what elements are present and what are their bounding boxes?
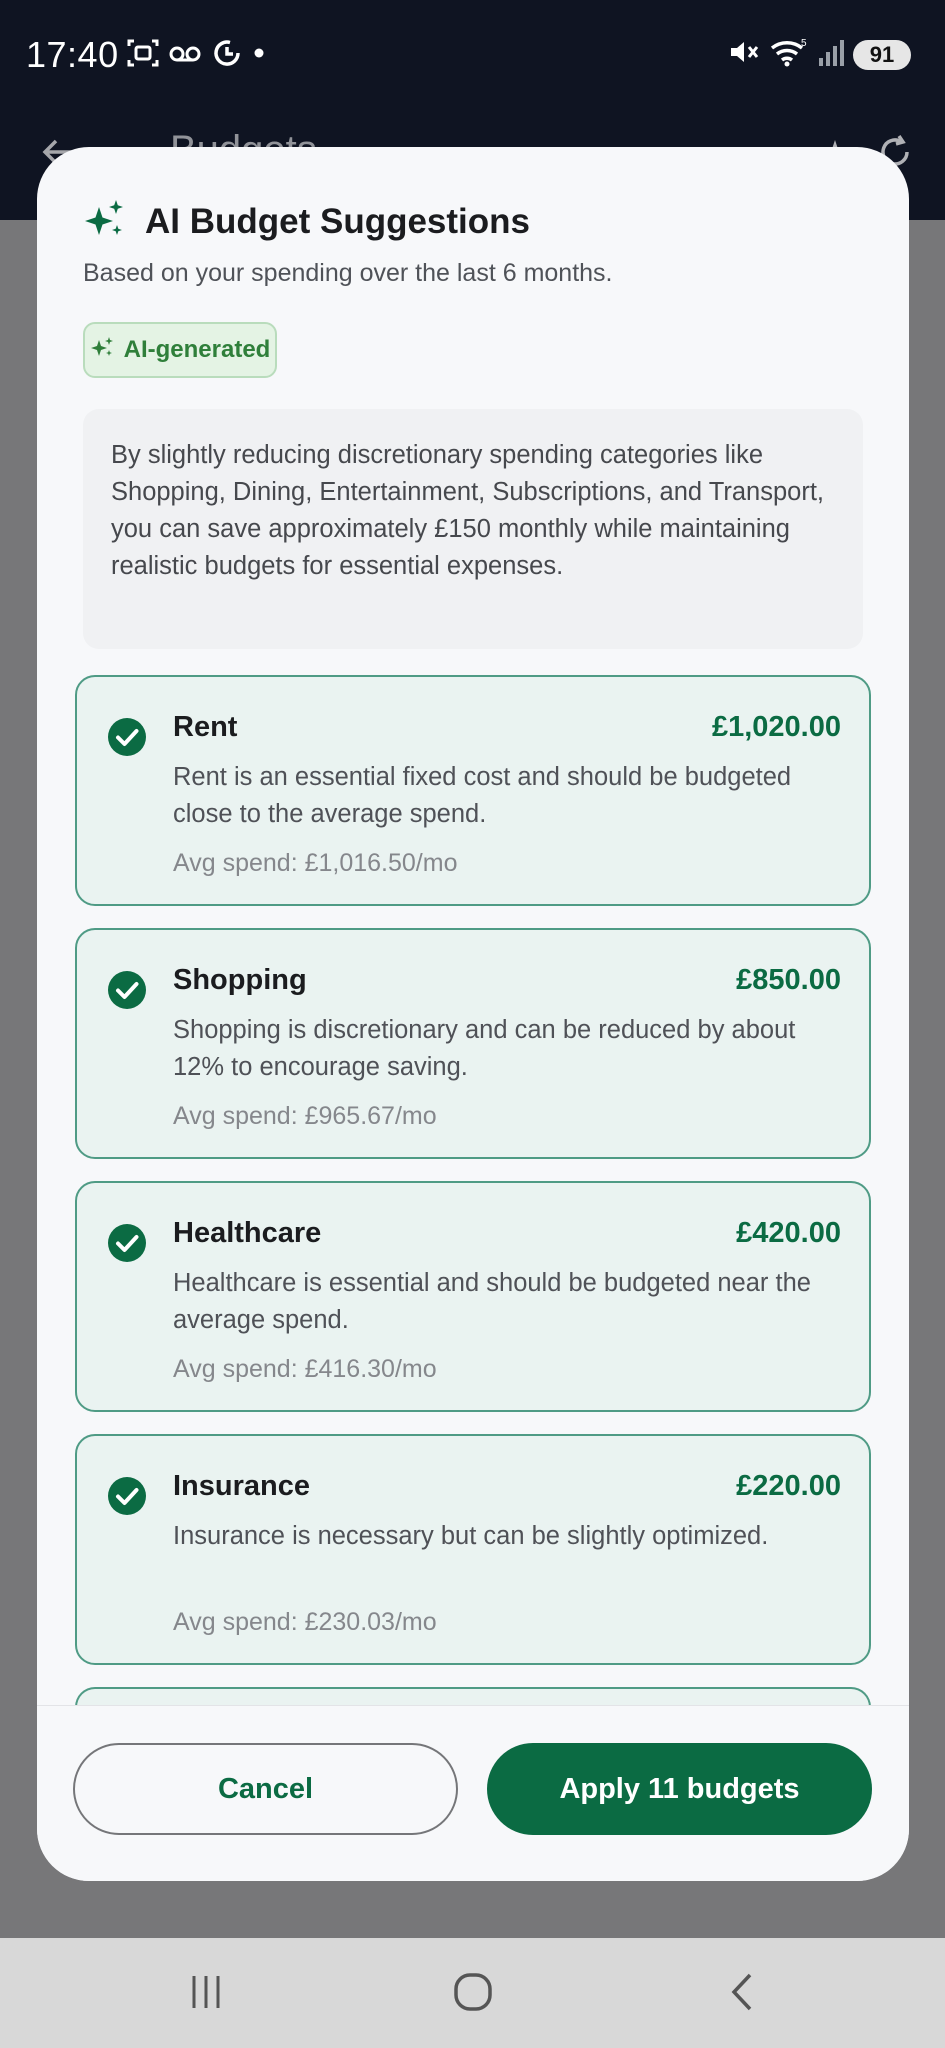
card-avg-spend: Avg spend: £965.67/mo	[173, 1102, 437, 1130]
card-avg-spend: Avg spend: £416.30/mo	[173, 1355, 437, 1383]
screenshot-icon	[126, 37, 160, 74]
svg-text:5: 5	[801, 38, 807, 49]
suggestion-card-shopping[interactable]	[75, 928, 871, 1159]
sparkle-icon	[90, 335, 114, 366]
back-icon[interactable]	[722, 1970, 762, 2019]
check-circle-icon[interactable]	[107, 717, 147, 762]
check-circle-icon[interactable]	[107, 1223, 147, 1268]
ai-generated-chip	[83, 322, 277, 378]
card-avg-spend: Avg spend: £230.03/mo	[173, 1608, 437, 1636]
sheet-subtitle: Based on your spending over the last 6 months.	[83, 259, 613, 287]
card-budget-amount: £420.00	[736, 1217, 841, 1249]
navigation-bar	[0, 1938, 945, 2048]
ai-chip-label: AI-generated	[123, 336, 271, 363]
sheet-footer	[37, 1705, 909, 1881]
status-time: 17:40	[26, 34, 119, 75]
sheet-title: AI Budget Suggestions	[145, 201, 530, 241]
card-category-name: Insurance	[173, 1470, 310, 1502]
sheet-header	[83, 197, 530, 246]
voicemail-icon	[168, 37, 202, 74]
wifi-icon	[769, 36, 809, 73]
check-circle-icon[interactable]	[107, 1476, 147, 1521]
suggestion-card-insurance[interactable]	[75, 1434, 871, 1665]
battery-indicator: 91	[853, 40, 911, 70]
suggestion-card-rent[interactable]	[75, 675, 871, 906]
mute-icon	[727, 36, 761, 73]
card-description: Insurance is necessary but can be slightly optimized.	[173, 1522, 769, 1550]
status-right-icons	[727, 36, 911, 73]
apply-budgets-button[interactable]: Apply 11 budgets	[487, 1743, 872, 1835]
recents-icon[interactable]	[186, 1972, 226, 2017]
card-category-name: Healthcare	[173, 1217, 322, 1249]
status-left-icons	[126, 36, 266, 75]
card-description: Rent is an essential fixed cost and should be budgeted close to the average spend.	[173, 763, 792, 828]
cancel-button[interactable]: Cancel	[73, 1743, 458, 1835]
summary-text: By slightly reducing discretionary spending categories like Shopping, Dining, Entertainment, Subscriptions, and Transport, you can save approximately £150 monthly while maintaining realistic budgets for essential expenses.	[83, 409, 863, 649]
card-category-name: Shopping	[173, 964, 307, 996]
signal-icon	[817, 36, 845, 73]
suggestion-card-healthcare[interactable]	[75, 1181, 871, 1412]
card-category-name: Rent	[173, 711, 238, 743]
home-icon[interactable]	[451, 1970, 495, 2019]
card-description: Healthcare is essential and should be budgeted near the average spend.	[173, 1269, 811, 1334]
ai-suggestions-sheet	[37, 147, 909, 1881]
card-budget-amount: £850.00	[736, 964, 841, 996]
check-circle-icon[interactable]	[107, 970, 147, 1015]
status-bar	[0, 0, 945, 110]
sparkle-icon	[83, 197, 127, 246]
card-budget-amount: £1,020.00	[711, 711, 841, 743]
card-budget-amount: £220.00	[736, 1470, 841, 1502]
dot-icon	[252, 46, 266, 65]
sync-icon	[210, 36, 244, 75]
card-avg-spend: Avg spend: £1,016.50/mo	[173, 849, 458, 877]
card-description: Shopping is discretionary and can be reduced by about 12% to encourage saving.	[173, 1016, 796, 1081]
